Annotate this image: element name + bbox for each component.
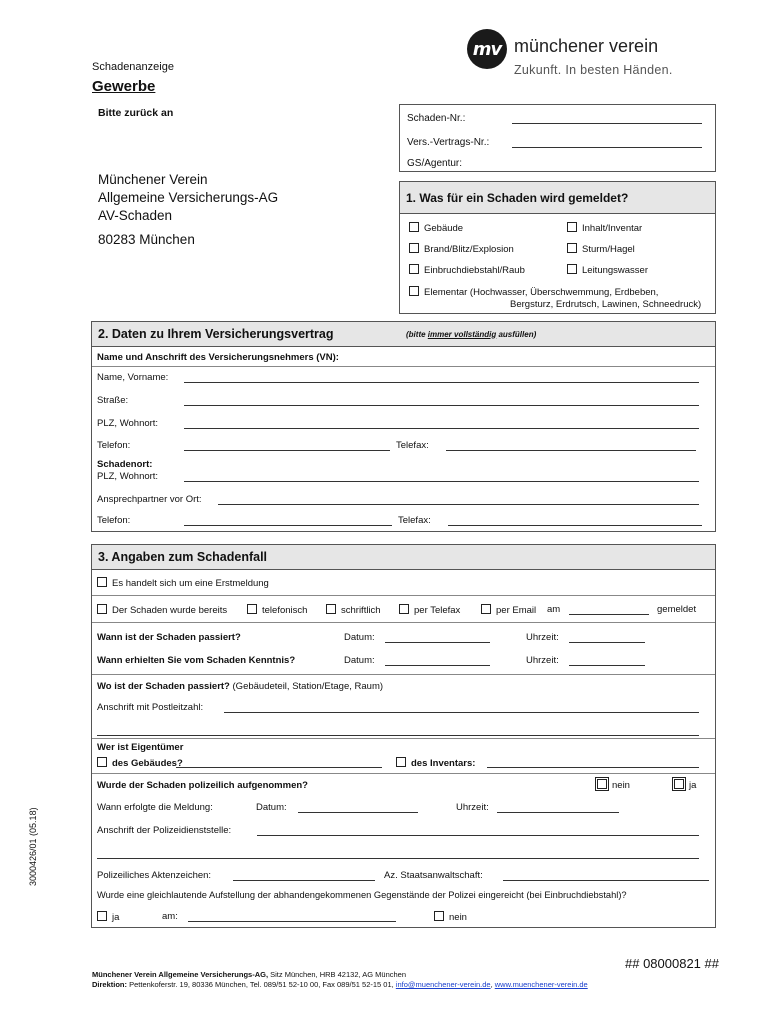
agentur-label: GS/Agentur: xyxy=(407,158,463,169)
gebaeude-eigentuemer-field[interactable] xyxy=(176,767,382,768)
aufstellung-ja-option[interactable] xyxy=(97,911,119,923)
checkbox-icon[interactable] xyxy=(567,243,577,253)
uhrzeit-field[interactable] xyxy=(569,642,645,643)
telefax2-label: Telefax: xyxy=(398,515,431,526)
datum2-label: Datum: xyxy=(344,655,375,666)
checkbox-icon[interactable] xyxy=(409,243,419,253)
section-1-title: 1. Was für ein Schaden wird gemeldet? xyxy=(400,182,715,214)
am-label: am xyxy=(547,604,561,615)
aufstellung-am-label: am: xyxy=(162,911,178,922)
telefax2-field[interactable] xyxy=(448,525,702,526)
plz-label: PLZ, Wohnort: xyxy=(97,418,159,429)
datum2-field[interactable] xyxy=(385,665,490,666)
schadenort-field[interactable] xyxy=(184,481,699,482)
telefon-label: Telefon: xyxy=(97,440,131,451)
checkbox-icon[interactable] xyxy=(399,604,409,614)
reference-box xyxy=(399,104,716,172)
bereits-option[interactable] xyxy=(97,604,227,616)
option-label: des Inventars: xyxy=(411,758,476,769)
option-label: Leitungswasser xyxy=(582,265,649,276)
checkbox-gebaeude[interactable] xyxy=(409,222,463,234)
section-2-note: (bitte immer vollständig ausfüllen) xyxy=(406,329,537,339)
gemeldet-date-field[interactable] xyxy=(569,614,649,615)
aktenzeichen-label: Polizeiliches Aktenzeichen: xyxy=(97,870,212,881)
checkbox-brand[interactable] xyxy=(409,243,514,255)
anschrift-polizei-label: Anschrift der Polizeidienststelle: xyxy=(97,825,232,836)
schadenort-label: Schadenort: xyxy=(97,459,153,470)
footer-company: Münchener Verein Allgemeine Versicherungs-AG, Sitz München, HRB 42132, AG München xyxy=(92,970,407,979)
telefax-option[interactable] xyxy=(399,604,460,616)
telefon-field[interactable] xyxy=(184,450,390,451)
datum-field[interactable] xyxy=(385,642,490,643)
anschrift-field[interactable] xyxy=(224,712,699,713)
anschrift-polizei-field[interactable] xyxy=(257,835,699,836)
plz2-label: PLZ, Wohnort: xyxy=(97,471,159,482)
ansprech-field[interactable] xyxy=(218,504,699,505)
inventar-eigentuemer-field[interactable] xyxy=(487,767,699,768)
option-label: nein xyxy=(449,912,467,923)
checkbox-icon[interactable] xyxy=(409,222,419,232)
wann-passiert-label: Wann ist der Schaden passiert? xyxy=(97,632,241,643)
address-line: Münchener Verein xyxy=(98,172,208,187)
logo-name: münchener verein xyxy=(514,36,659,56)
option-label: per Telefax xyxy=(414,605,461,616)
checkbox-icon[interactable] xyxy=(481,604,491,614)
meldung-uhrzeit-label: Uhrzeit: xyxy=(456,802,489,813)
footer-email-link[interactable]: info@muenchener-verein.de xyxy=(395,980,491,989)
option-label: telefonisch xyxy=(262,605,308,616)
option-label: Gebäude xyxy=(424,223,464,234)
checkbox-icon[interactable] xyxy=(409,264,419,274)
eigentuemer-label: Wer ist Eigentümer xyxy=(97,742,184,753)
return-label: Bitte zurück an xyxy=(98,107,174,119)
wo-label: Wo ist der Schaden passiert? (Gebäudeteil, Station/Etage, Raum) xyxy=(97,681,384,692)
checkbox-leitungswasser[interactable] xyxy=(567,264,648,276)
option-label: Es handelt sich um eine Erstmeldung xyxy=(112,578,269,589)
checkbox-icon[interactable] xyxy=(409,286,419,296)
aufstellung-question: Wurde eine gleichlautende Aufstellung der abhandengekommenen Gegenstände der Polizei eingereicht (bei Einbruchdiebstahl)? xyxy=(97,890,627,900)
checkbox-einbruch[interactable] xyxy=(409,264,525,276)
inventar-option[interactable] xyxy=(396,757,475,769)
vn-heading: Name und Anschrift des Versicherungsnehmers (VN): xyxy=(97,352,339,363)
footer xyxy=(92,970,588,990)
section-2-title: 2. Daten zu Ihrem Versicherungsvertrag xyxy=(98,327,334,341)
option-label: des Gebäudes? xyxy=(112,758,183,769)
checkbox-icon[interactable] xyxy=(434,911,444,921)
option-label: Elementar (Hochwasser, Überschwemmung, Erdbeben, xyxy=(424,287,659,298)
schaden-nr-label: Schaden-Nr.: xyxy=(407,113,466,124)
divider xyxy=(92,674,715,675)
schaden-nr-field[interactable] xyxy=(512,123,702,124)
erstmeldung-option[interactable] xyxy=(97,577,269,589)
telefon2-field[interactable] xyxy=(184,525,392,526)
strasse-label: Straße: xyxy=(97,395,129,406)
address-block xyxy=(98,171,278,249)
checkbox-icon[interactable] xyxy=(97,757,107,767)
telefon2-label: Telefon: xyxy=(97,515,131,526)
telefax-label: Telefax: xyxy=(396,440,429,451)
wann-meldung-label: Wann erfolgte die Meldung: xyxy=(97,802,213,813)
telefax-field[interactable] xyxy=(446,450,696,451)
section-1 xyxy=(399,181,716,314)
section-2 xyxy=(91,321,716,532)
logo-slogan: Zukunft. In besten Händen. xyxy=(514,63,673,77)
strasse-field[interactable] xyxy=(184,405,699,406)
checkbox-icon[interactable] xyxy=(326,604,336,614)
divider xyxy=(92,595,715,596)
vertrags-nr-field[interactable] xyxy=(512,147,702,148)
section-2-header xyxy=(92,322,715,347)
email-option[interactable] xyxy=(481,604,536,616)
option-label: ja xyxy=(112,912,120,923)
plz-field[interactable] xyxy=(184,428,699,429)
meldung-datum-field[interactable] xyxy=(298,812,418,813)
option-label: Einbruchdiebstahl/Raub xyxy=(424,265,525,276)
option-label: per Email xyxy=(496,605,537,616)
address-line: Allgemeine Versicherungs-AG xyxy=(98,190,279,205)
schriftlich-option[interactable] xyxy=(326,604,381,616)
address-line: 80283 München xyxy=(98,232,195,247)
name-field[interactable] xyxy=(184,382,699,383)
logo-mark-icon: mv xyxy=(467,29,507,69)
doc-type: Schadenanzeige xyxy=(92,61,174,73)
telefonisch-option[interactable] xyxy=(247,604,307,616)
option-label: ja xyxy=(689,780,697,791)
gebaeude-option[interactable] xyxy=(97,757,183,769)
checkbox-icon[interactable] xyxy=(396,757,406,767)
checkbox-icon[interactable] xyxy=(567,264,577,274)
option-label: nein xyxy=(612,780,630,791)
aufstellung-nein-option[interactable] xyxy=(434,911,467,923)
footer-direktion: Direktion: Pettenkoferstr. 19, 80336 München, Tel. 089/51 52-10 00, Fax 089/51 52-15 01, info@muenchener-verein.de, www.muenchener-verein.de xyxy=(92,980,588,989)
option-label: Brand/Blitz/Explosion xyxy=(424,244,514,255)
checkbox-elementar[interactable] xyxy=(409,286,658,298)
option-label: Der Schaden wurde bereits xyxy=(112,605,228,616)
checkbox-icon[interactable] xyxy=(674,779,684,789)
uhrzeit2-field[interactable] xyxy=(569,665,645,666)
section-3 xyxy=(91,544,716,928)
az-staats-label: Az. Staatsanwaltschaft: xyxy=(384,870,483,881)
side-form-code: 3000426/01 (05.18) xyxy=(28,807,38,886)
name-label: Name, Vorname: xyxy=(97,372,169,383)
anschrift-polizei-field-2[interactable] xyxy=(97,858,699,859)
form-number: ## 08000821 ## xyxy=(625,956,719,971)
divider xyxy=(92,738,715,739)
gemeldet-label: gemeldet xyxy=(657,604,697,615)
uhrzeit-label: Uhrzeit: xyxy=(526,632,559,643)
checkbox-sturm[interactable] xyxy=(567,243,635,255)
footer-web-link[interactable]: www.muenchener-verein.de xyxy=(494,980,588,989)
option-label: Sturm/Hagel xyxy=(582,244,635,255)
checkbox-icon[interactable] xyxy=(97,604,107,614)
meldung-uhrzeit-field[interactable] xyxy=(497,812,619,813)
company-logo xyxy=(467,29,507,69)
divider xyxy=(92,622,715,623)
polizei-nein-option[interactable] xyxy=(597,779,630,791)
divider xyxy=(92,366,715,367)
checkbox-icon[interactable] xyxy=(567,222,577,232)
option-label-cont: Bergsturz, Erdrutsch, Lawinen, Schneedruck) xyxy=(510,299,702,310)
az-staats-field[interactable] xyxy=(503,880,709,881)
anschrift-field-2[interactable] xyxy=(97,735,699,736)
checkbox-icon[interactable] xyxy=(97,577,107,587)
option-label: Inhalt/Inventar xyxy=(582,223,643,234)
section-3-title: 3. Angaben zum Schadenfall xyxy=(92,545,715,570)
datum-label: Datum: xyxy=(344,632,375,643)
doc-title: Gewerbe xyxy=(92,78,156,95)
checkbox-icon[interactable] xyxy=(597,779,607,789)
address-line: AV-Schaden xyxy=(98,208,173,223)
vertrags-nr-label: Vers.-Vertrags-Nr.: xyxy=(407,137,490,148)
polizei-question: Wurde der Schaden polizeilich aufgenommen? xyxy=(97,780,308,791)
aktenzeichen-field[interactable] xyxy=(233,880,375,881)
uhrzeit2-label: Uhrzeit: xyxy=(526,655,559,666)
wann-kenntnis-label: Wann erhielten Sie vom Schaden Kenntnis? xyxy=(97,655,296,666)
anschrift-plz-label: Anschrift mit Postleitzahl: xyxy=(97,702,204,713)
option-label: schriftlich xyxy=(341,605,381,616)
checkbox-icon[interactable] xyxy=(97,911,107,921)
polizei-ja-option[interactable] xyxy=(674,779,696,791)
checkbox-inhalt[interactable] xyxy=(567,222,642,234)
ansprech-label: Ansprechpartner vor Ort: xyxy=(97,494,202,505)
divider xyxy=(92,773,715,774)
aufstellung-date-field[interactable] xyxy=(188,921,396,922)
checkbox-icon[interactable] xyxy=(247,604,257,614)
meldung-datum-label: Datum: xyxy=(256,802,287,813)
